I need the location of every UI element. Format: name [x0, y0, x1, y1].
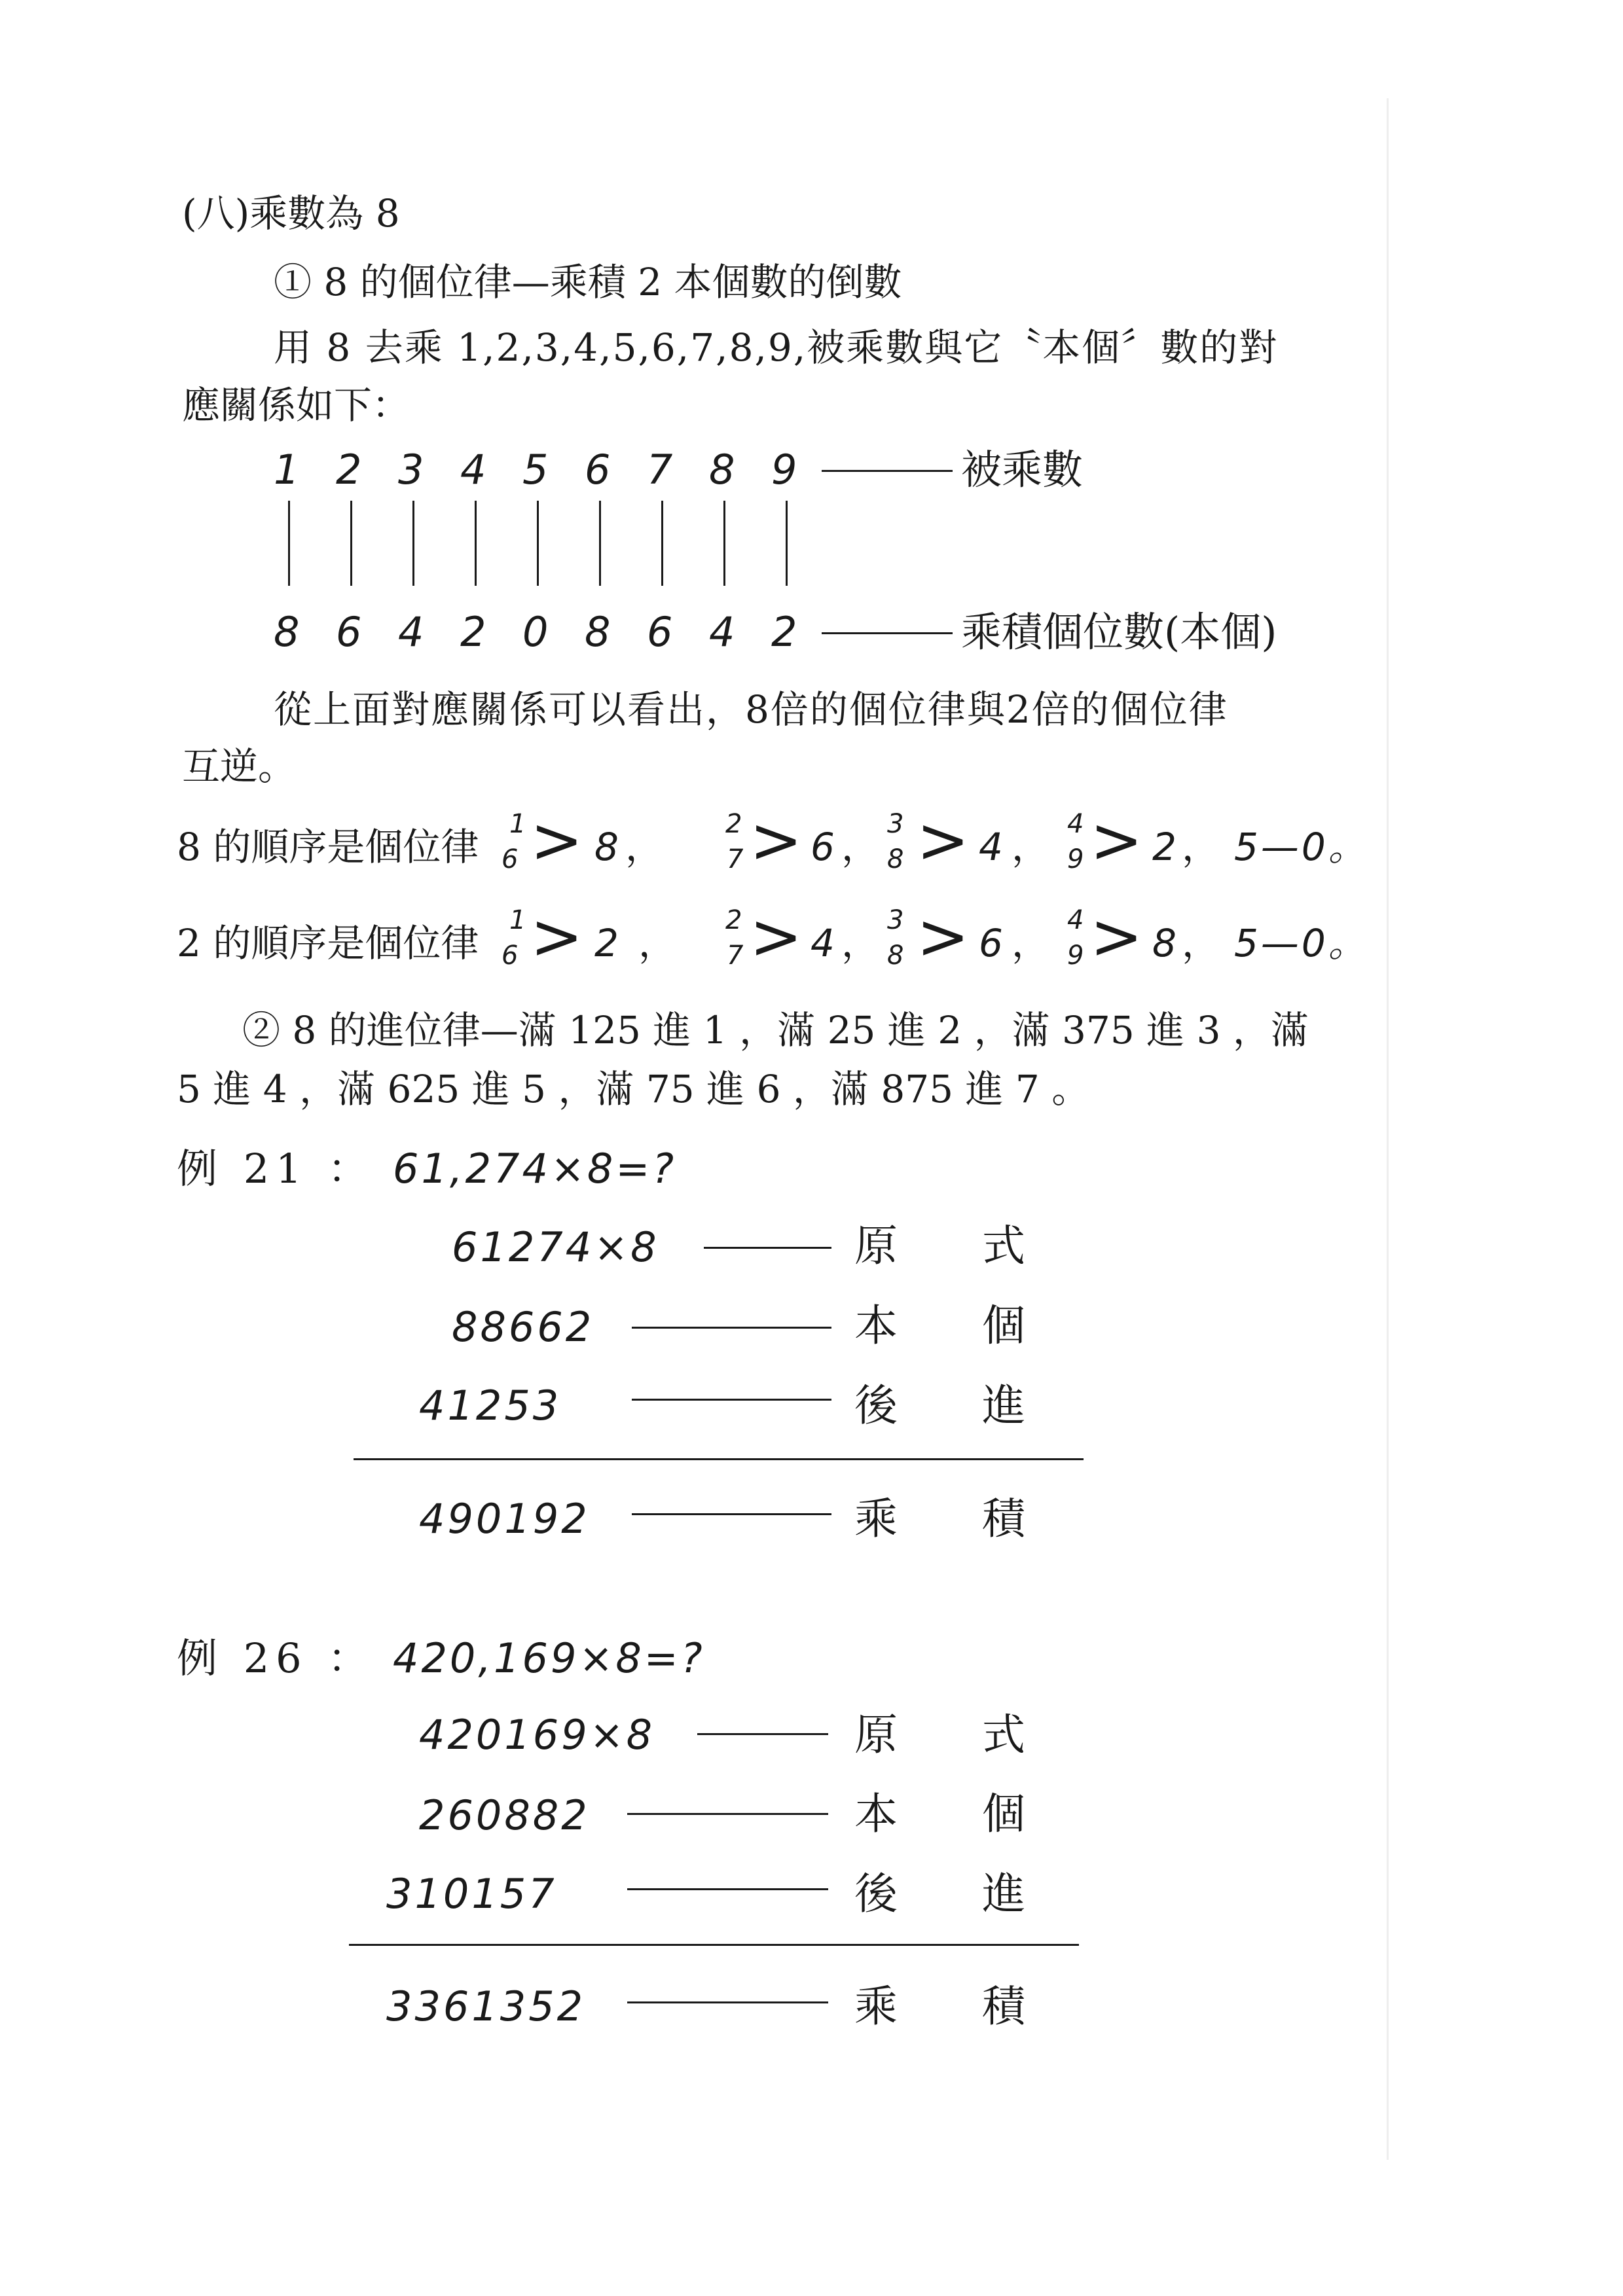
section-heading: (八)乘數為 8 [182, 191, 400, 236]
connector-line [627, 1813, 828, 1815]
digit-bottom: 2 [460, 608, 489, 656]
greater-than-sign: > [750, 900, 803, 973]
row-label-char: 積 [982, 1494, 1025, 1544]
connector-line [822, 632, 953, 634]
digit-top: 7 [647, 446, 676, 493]
vertical-link [475, 501, 477, 586]
row-label-char: 進 [982, 1380, 1025, 1431]
frac-top: 1 [509, 809, 526, 839]
digit-top: 8 [709, 446, 738, 493]
carry-rule-line-2: 5 進 4 ，滿 625 進 5 ，滿 75 進 6 ，滿 875 進 7 。 [177, 1067, 1090, 1111]
comma: ， [1012, 825, 1050, 869]
greater-than-sign: > [917, 900, 970, 973]
digit-bottom: 8 [274, 608, 302, 656]
connector-line [632, 1399, 831, 1401]
result-digit: 4 [979, 825, 1006, 869]
digit-top: 5 [522, 446, 551, 493]
order-2-tail: 5—0。 [1234, 921, 1369, 965]
page-edge-shadow [1387, 98, 1389, 2160]
frac-bottom: 6 [501, 844, 519, 874]
frac-bottom: 8 [887, 844, 904, 874]
frac-top: 2 [725, 809, 742, 839]
comma: ， [1182, 825, 1220, 869]
row-label-char: 原 [854, 1221, 898, 1271]
result-digit: 4 [811, 921, 837, 965]
row-label-char: 本 [854, 1300, 898, 1351]
row-label-char: 式 [982, 1710, 1025, 1760]
subheading-units-rule: ① 8 的個位律—乘積 2 本個數的倒數 [274, 260, 902, 304]
digit-bottom: 2 [771, 608, 800, 656]
ex21-carry-value: 41253 [419, 1382, 562, 1429]
digit-top: 2 [336, 446, 365, 493]
result-digit: 6 [979, 921, 1006, 965]
connector-line [822, 470, 953, 472]
result-digit: 2 [1152, 825, 1179, 869]
digit-top: 4 [460, 446, 489, 493]
row-label-char: 本 [854, 1789, 898, 1839]
ex21-original-value: 61274×8 [452, 1223, 659, 1271]
paragraph-1-line-1: 用 8 去乘 1,2,3,4,5,6,7,8,9,被乘數與它〝本個〞數的對 [274, 325, 1279, 370]
greater-than-sign: > [1090, 804, 1143, 877]
greater-than-sign: > [530, 804, 583, 877]
sum-rule [349, 1944, 1079, 1946]
row-label-char: 後 [854, 1869, 898, 1919]
subheading-carry-rule: ② 8 的進位律—滿 125 進 1 ，滿 25 進 2 ，滿 375 進 3 ，滿 [242, 1008, 1309, 1052]
frac-bottom: 9 [1067, 844, 1084, 874]
result-digit: 6 [811, 825, 837, 869]
frac-bottom: 7 [727, 844, 744, 874]
digit-bottom: 8 [585, 608, 613, 656]
greater-than-sign: > [917, 804, 970, 877]
greater-than-sign: > [1090, 900, 1143, 973]
connector-line [704, 1247, 831, 1249]
digit-bottom: 0 [522, 608, 551, 656]
bottom-row-label: 乘積個位數(本個) [961, 608, 1277, 656]
row-label-char: 個 [982, 1789, 1025, 1839]
digit-top: 9 [771, 446, 800, 493]
greater-than-sign: > [750, 804, 803, 877]
digit-top: 6 [585, 446, 613, 493]
vertical-link [599, 501, 601, 586]
ex26-carry-value: 310157 [386, 1870, 557, 1918]
row-label-char: 式 [982, 1221, 1025, 1271]
frac-bottom: 7 [727, 941, 744, 971]
vertical-link [661, 501, 663, 586]
comma: ， [638, 921, 677, 965]
digit-top: 1 [274, 446, 302, 493]
digit-bottom: 6 [647, 608, 676, 656]
paragraph-2-line-2: 互逆。 [182, 744, 297, 789]
ex26-product-value: 3361352 [386, 1982, 586, 2030]
ex21-units-value: 88662 [452, 1303, 594, 1351]
frac-bottom: 6 [501, 941, 519, 971]
ex21-product-value: 490192 [419, 1495, 590, 1543]
frac-top: 4 [1067, 905, 1084, 935]
row-label-char: 進 [982, 1869, 1025, 1919]
digit-top: 3 [398, 446, 427, 493]
order-8-lead: 8 的順序是個位律 [177, 825, 479, 869]
example-21-expression: 61,274×8=? [393, 1145, 677, 1193]
connector-line [627, 1888, 828, 1890]
row-label-char: 乘 [854, 1494, 898, 1544]
order-2-lead: 2 的順序是個位律 [177, 921, 479, 965]
frac-top: 4 [1067, 809, 1084, 839]
example-21-label: 例 21 ： [177, 1145, 375, 1193]
frac-bottom: 9 [1067, 941, 1084, 971]
top-row-label: 被乘數 [961, 446, 1084, 493]
paragraph-1-line-2: 應關係如下： [182, 383, 410, 427]
example-26-expression: 420,169×8=? [393, 1634, 705, 1682]
comma: ， [841, 825, 880, 869]
digit-bottom: 4 [398, 608, 427, 656]
row-label-char: 乘 [854, 1981, 898, 2032]
comma: ， [1182, 921, 1220, 965]
vertical-link [723, 501, 725, 586]
order-8-tail: 5—0。 [1234, 825, 1369, 869]
connector-line [632, 1513, 831, 1515]
vertical-link [412, 501, 414, 586]
row-label-char: 積 [982, 1981, 1025, 2032]
vertical-link [350, 501, 352, 586]
connector-line [632, 1327, 831, 1329]
paragraph-2-line-1: 從上面對應關係可以看出，8倍的個位律與2倍的個位律 [274, 687, 1228, 732]
result-digit: 2 [594, 921, 621, 965]
result-digit: 8 [594, 825, 621, 869]
frac-bottom: 8 [887, 941, 904, 971]
row-label-char: 原 [854, 1710, 898, 1760]
connector-line [697, 1733, 828, 1735]
vertical-link [288, 501, 290, 586]
ex26-original-value: 420169×8 [419, 1711, 655, 1759]
comma: ， [1012, 921, 1050, 965]
example-26-label: 例 26 ： [177, 1634, 375, 1682]
vertical-link [537, 501, 539, 586]
row-label-char: 後 [854, 1380, 898, 1431]
comma: ， [625, 825, 664, 869]
frac-top: 3 [887, 905, 904, 935]
frac-top: 2 [725, 905, 742, 935]
vertical-link [786, 501, 788, 586]
sum-rule [354, 1458, 1084, 1460]
ex26-units-value: 260882 [419, 1791, 590, 1839]
frac-top: 3 [887, 809, 904, 839]
result-digit: 8 [1152, 921, 1179, 965]
digit-bottom: 4 [709, 608, 738, 656]
frac-top: 1 [509, 905, 526, 935]
row-label-char: 個 [982, 1300, 1025, 1351]
greater-than-sign: > [530, 900, 583, 973]
connector-line [627, 2001, 828, 2003]
digit-bottom: 6 [336, 608, 365, 656]
comma: ， [841, 921, 880, 965]
